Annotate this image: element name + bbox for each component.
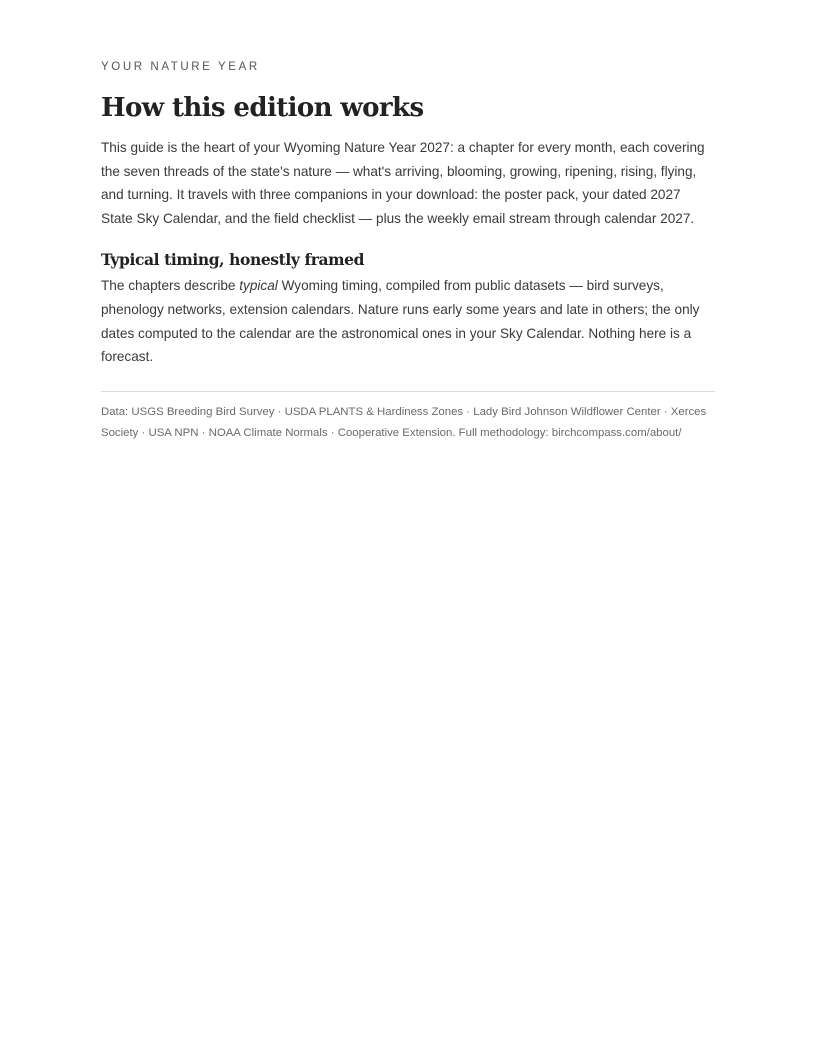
timing-paragraph [101,274,715,368]
intro-paragraph: This guide is the heart of your Wyoming Nature Year 2027: a chapter for every month, each covering the seven threads of the state's nature — what's arriving, blooming, growing, ripening, rising, flying, and turning. It travels with three companions in your download: the poster pack, your dated 2027 State Sky Calendar, and the field checklist — plus the weekly email stream through calendar 2027. [101,140,705,226]
section-eyebrow: YOUR NATURE YEAR [101,61,260,73]
page-title: How this edition works [101,93,424,123]
timing-heading: Typical timing, honestly framed [101,250,365,270]
page-content [101,58,715,444]
divider [101,391,715,392]
data-sources-note: Data: USGS Breeding Bird Survey · USDA PLANTS & Hardiness Zones · Lady Bird Johnson Wildflower Center · Xerces Society · USA NPN · NOAA Climate Normals · Cooperative Extension. Full methodology: birchcompass.com/about/ [101,405,707,439]
timing-emphasis: typical [239,278,278,294]
timing-text-after: Wyoming timing, compiled from public datasets — bird surveys, phenology networks, extension calendars. Nature runs early some years and late in others; the only dates computed to the calendar are the astronomical ones in your Sky Calendar. Nothing here is a forecast. [101,278,700,365]
timing-text-before: The chapters describe [101,278,240,294]
